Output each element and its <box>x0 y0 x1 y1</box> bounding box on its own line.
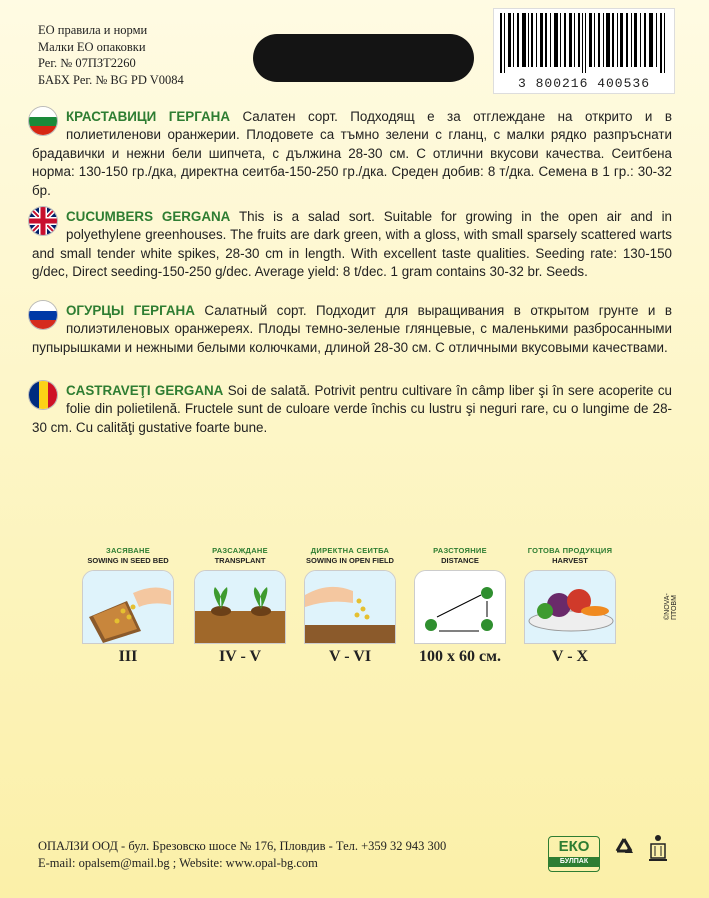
description-bg <box>32 108 672 200</box>
reg-line: БАБХ Рег. № BG PD V0084 <box>38 72 184 87</box>
uk-flag-icon <box>28 206 58 236</box>
step-distance <box>410 546 510 666</box>
description-ru <box>32 302 672 357</box>
step-period: IV - V <box>218 648 262 665</box>
eko-top: ЕКО <box>558 838 590 855</box>
step-label-en: SOWING IN SEED BED <box>87 556 169 565</box>
description-ro <box>32 382 672 437</box>
recycle-icon <box>611 836 637 862</box>
description-text: This is a salad sort. Suitable for growing in the open air and in polyethylene greenhouses. The fruits are dark green, with a gloss, with small sparsely scattered warts and small tender white spikes, 28-30 cm in length. With excellent taste qualities. Seeding rate: 130-150 g/dec, Direct seeding-150-250 g/dec. Average yield: 8 t/dec. 1 gram contains 30-32 br. Seeds. <box>32 209 672 280</box>
step-label-en: SOWING IN OPEN FIELD <box>306 556 394 565</box>
step-period: V - VI <box>328 648 372 665</box>
description-text: Салатный сорт. Подходит для выращивания в открытом грунте и в полиэтиленовых оранжереях. Плоды темно-зеленые глянцевые, с маленькими разбросанными пупырышками и нежными белыми колючками, длиной 28-30 см. С отличными вкусовыми качествами. <box>32 303 672 355</box>
registration-block <box>38 22 184 88</box>
seedbed-icon <box>82 570 174 644</box>
step-period: V - X <box>551 648 589 665</box>
bulgaria-flag-icon <box>28 106 58 136</box>
description-text: Soi de salată. Potrivit pentru cultivare în câmp liber şi în sere acoperite cu folie din polietilenă. Fructele sunt de culoare verde închis cu lustru şi neguri rare, cu o lungime de 28-30 cm. Cu calităţi gustative foarte bune. <box>32 383 672 435</box>
step-direct-sowing <box>300 546 400 666</box>
russia-flag-icon <box>28 300 58 330</box>
step-sowing-seedbed <box>78 546 178 666</box>
description-title: КРАСТАВИЦИ ГЕРГАНА <box>66 109 230 124</box>
step-label-en: DISTANCE <box>441 556 479 565</box>
hanger-hole <box>253 34 474 82</box>
step-label-en: TRANSPLANT <box>214 556 266 565</box>
step-harvest <box>520 546 620 666</box>
reg-line: Малки ЕО опаковки <box>38 39 146 54</box>
step-label-bg: ГОТОВА ПРОДУКЦИЯ <box>527 546 613 555</box>
eko-bottom: БУЛПАК <box>549 857 599 867</box>
romania-flag-icon <box>28 380 58 410</box>
step-label-bg: РАЗСТОЯНИЕ <box>433 546 487 555</box>
footer <box>38 838 446 872</box>
description-text: Салатен сорт. Подходящ е за отглеждане на открито и в полиетиленови оранжерии. Плодовете са тъмно зелени с гланц, с малки рядко разпръснати брадавички и нежни бели шипчета, с дължина 28-30 см. С отлични вкусови качества. Сеитбена норма: 130-150 гр./дка, директна сеитба-150-250 гр./дка. Среден добив: 8 т/дка. Семена в 1 гр.: 30-32 бр. <box>32 109 672 198</box>
step-period: 100 x 60 см. <box>419 648 501 665</box>
description-title: CASTRAVEŢI GERGANA <box>66 383 224 398</box>
description-title: ОГУРЦЫ ГЕРГАНА <box>66 303 195 318</box>
footer-address: ОПАЛЗИ ООД - бул. Брезовско шосе № 176, Пловдив - Тел. +359 32 943 300 <box>38 839 447 853</box>
harvest-icon <box>524 570 616 644</box>
barcode <box>493 8 675 94</box>
eko-bulpak-logo <box>548 836 600 872</box>
trash-bin-icon <box>648 834 668 862</box>
reg-line: ЕО правила и норми <box>38 23 148 37</box>
description-en <box>32 208 672 282</box>
barcode-number: 3 800216 400536 <box>517 76 651 91</box>
distance-icon <box>414 570 506 644</box>
step-label-en: HARVEST <box>552 556 588 565</box>
step-transplant <box>190 546 290 666</box>
direct-sowing-icon <box>304 570 396 644</box>
designer-mark: ©NOVA-ПТОВМ <box>664 593 678 620</box>
transplant-icon <box>194 570 286 644</box>
step-label-bg: РАЗСАЖДАНЕ <box>212 546 268 555</box>
step-period: III <box>118 648 138 665</box>
reg-line: Рег. № 07ПЗТ2260 <box>38 56 136 70</box>
description-title: CUCUMBERS GERGANA <box>66 209 231 224</box>
footer-contacts: E-mail: opalsem@mail.bg ; Website: www.opal-bg.com <box>38 856 318 870</box>
step-label-bg: ЗАСЯВАНЕ <box>105 546 150 555</box>
step-label-bg: ДИРЕКТНА СЕИТБА <box>310 546 390 555</box>
barcode-bars <box>500 13 668 73</box>
